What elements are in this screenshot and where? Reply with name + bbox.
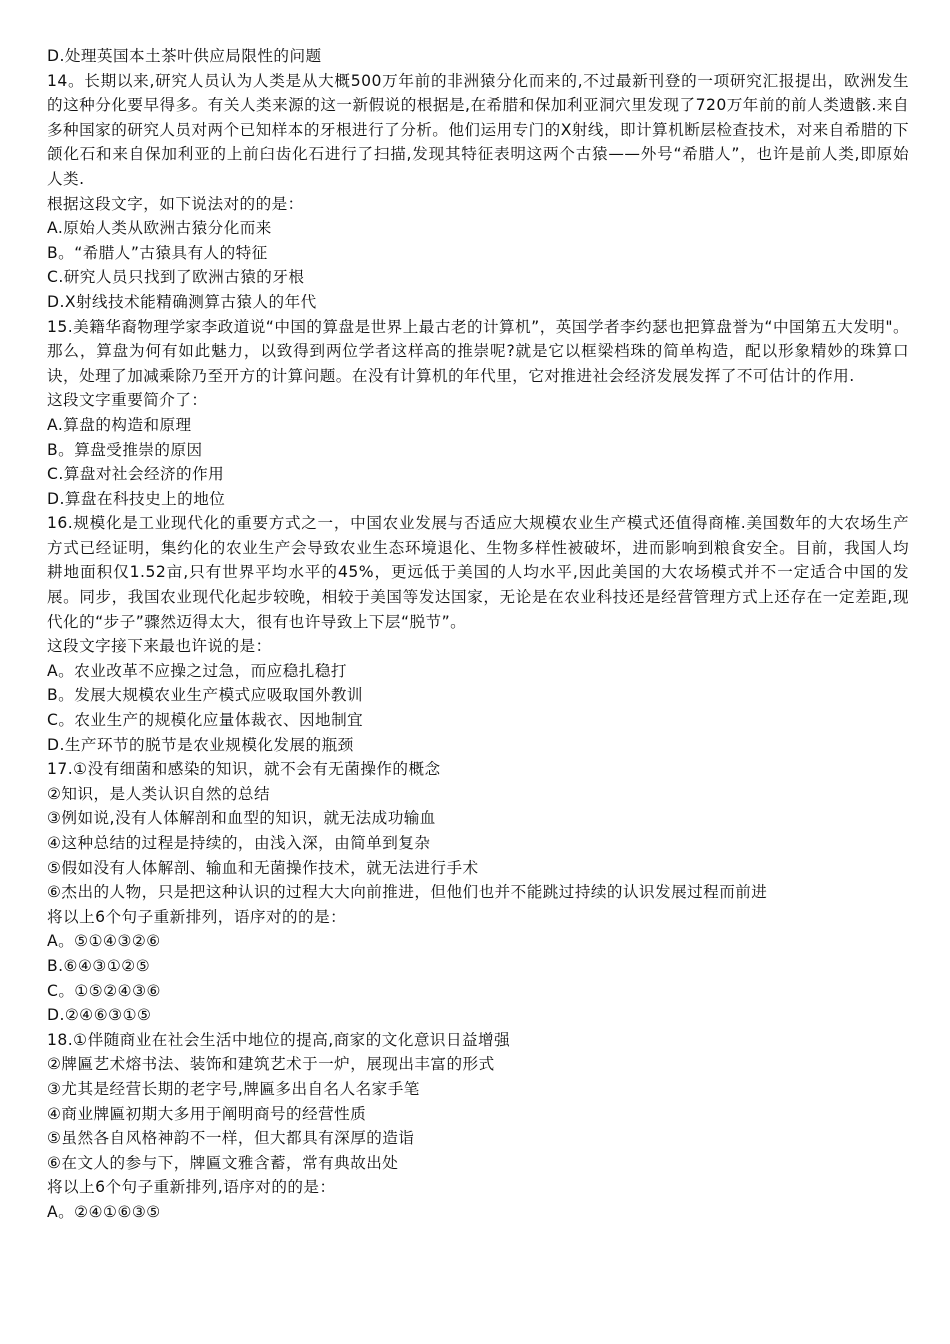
question-17-sentence-6: ⑥杰出的人物，只是把这种认识的过程大大向前推进，但他们也并不能跳过持续的认识发展过程而前进 [47, 883, 768, 902]
question-17-option-a: A。⑤①④③②⑥ [47, 932, 161, 951]
document-body [47, 44, 909, 1225]
question-18-sentence-6: ⑥在文人的参与下，牌匾文雅含蓄，常有典故出处 [47, 1153, 399, 1172]
question-16-option-c: C。农业生产的规模化应量体裁衣、因地制宜 [47, 711, 364, 730]
question-14-option-a: A.原始人类从欧洲古猿分化而来 [47, 219, 272, 238]
question-17-option-b: B.⑥④③①②⑤ [47, 956, 151, 975]
question-17-sentence-5: ⑤假如没有人体解剖、输血和无菌操作技术，就无法进行手术 [47, 858, 479, 877]
question-18-sentence-2: ②牌匾艺术熔书法、装饰和建筑艺术于一炉，展现出丰富的形式 [47, 1055, 495, 1074]
question-14-option-c: C.研究人员只找到了欧洲古猿的牙根 [47, 268, 305, 287]
question-15-option-b: B。算盘受推崇的原因 [47, 440, 203, 459]
question-14-option-d: D.X射线技术能精确测算古猿人的年代 [47, 292, 317, 311]
question-17-stem: 将以上6个句子重新排列，语序对的的是： [47, 907, 347, 926]
option-line: D.处理英国本土茶叶供应局限性的问题 [47, 47, 322, 65]
question-15-option-c: C.算盘对社会经济的作用 [47, 465, 225, 484]
question-16-option-d: D.生产环节的脱节是农业规模化发展的瓶颈 [47, 735, 354, 754]
question-18-option-a: A。②④①⑥③⑤ [47, 1202, 161, 1221]
question-17-option-d: D.②④⑥③①⑤ [47, 1006, 152, 1025]
question-18-sentence-5: ⑤虽然各自风格神韵不一样，但大都具有深厚的造诣 [47, 1129, 415, 1148]
question-18-sentence-3: ③尤其是经营长期的老字号,牌匾多出自名人名家手笔 [47, 1079, 420, 1098]
question-18-sentence-4: ④商业牌匾初期大多用于阐明商号的经营性质 [47, 1104, 367, 1123]
question-15-option-a: A.算盘的构造和原理 [47, 415, 192, 434]
question-17-sentence-1: 17.①没有细菌和感染的知识，就不会有无菌操作的概念 [47, 760, 441, 779]
question-15-option-d: D.算盘在科技史上的地位 [47, 489, 226, 508]
question-17-sentence-2: ②知识，是人类认识自然的总结 [47, 784, 270, 803]
question-14-stem: 根据这段文字，如下说法对的的是： [47, 194, 304, 213]
question-16-option-b: B。发展大规模农业生产模式应吸取国外教训 [47, 686, 363, 705]
question-18-stem: 将以上6个句子重新排列,语序对的的是： [47, 1178, 336, 1197]
question-16-stem: 这段文字接下来最也许说的是： [47, 637, 272, 656]
question-17-sentence-4: ④这种总结的过程是持续的，由浅入深，由简单到复杂 [47, 834, 431, 852]
question-15-passage: 15.美籍华裔物理学家李政道说“中国的算盘是世界上最古老的计算机”，英国学者李约瑟也把算盘誉为“中国第五大发明"。那么，算盘为何有如此魅力，以致得到两位学者这样高的推崇呢?就是它以框梁档珠的简单构造，配以形象精妙的珠算口诀，处理了加减乘除乃至开方的计算问题。在没有计算机的年代里，它对推进社会经济发展发挥了不可估计的作用. [47, 317, 909, 385]
question-15-stem: 这段文字重要简介了： [47, 391, 208, 410]
question-16-option-a: A。农业改革不应操之过急，而应稳扎稳打 [47, 661, 347, 680]
question-16-passage: 16.规模化是工业现代化的重要方式之一，中国农业发展与否适应大规模农业生产模式还值得商榷.美国数年的大农场生产方式已经证明，集约化的农业生产会导致农业生态环境退化、生物多样性被破坏，进而影响到粮食安全。目前，我国人均耕地面积仅1.52亩,只有世界平均水平的45%，更远低于美国的人均水平,因此美国的大农场模式并不一定适合中国的发展。同步，我国农业现代化起步较晚，相较于美国等发达国家，无论是在农业科技还是经营管理方式上还存在一定差距,现代化的“步子”骤然迈得太大，很有也许导致上下层“脱节”。 [47, 514, 909, 631]
question-18-sentence-1: 18.①伴随商业在社会生活中地位的提高,商家的文化意识日益增强 [47, 1030, 511, 1049]
question-17-sentence-3: ③例如说,没有人体解剖和血型的知识，就无法成功输血 [47, 809, 436, 828]
question-14-option-b: B。“希腊人”古猿具有人的特征 [47, 243, 268, 262]
question-14-passage: 14。长期以来,研究人员认为人类是从大概500万年前的非洲猿分化而来的,不过最新刊登的一项研究汇报提出，欧洲发生的这种分化要早得多。有关人类来源的这一新假说的根据是,在希腊和保加利亚洞穴里发现了720万年前的前人类遗骸.来自多种国家的研究人员对两个已知样本的牙根进行了分析。他们运用专门的X射线，即计算机断层检查技术，对来自希腊的下颌化石和来自保加利亚的上前臼齿化石进行了扫描,发现其特征表明这两个古猿——外号“希腊人”，也许是前人类,即原始人类. [47, 71, 909, 188]
question-17-option-c: C。①⑤②④③⑥ [47, 981, 161, 1000]
